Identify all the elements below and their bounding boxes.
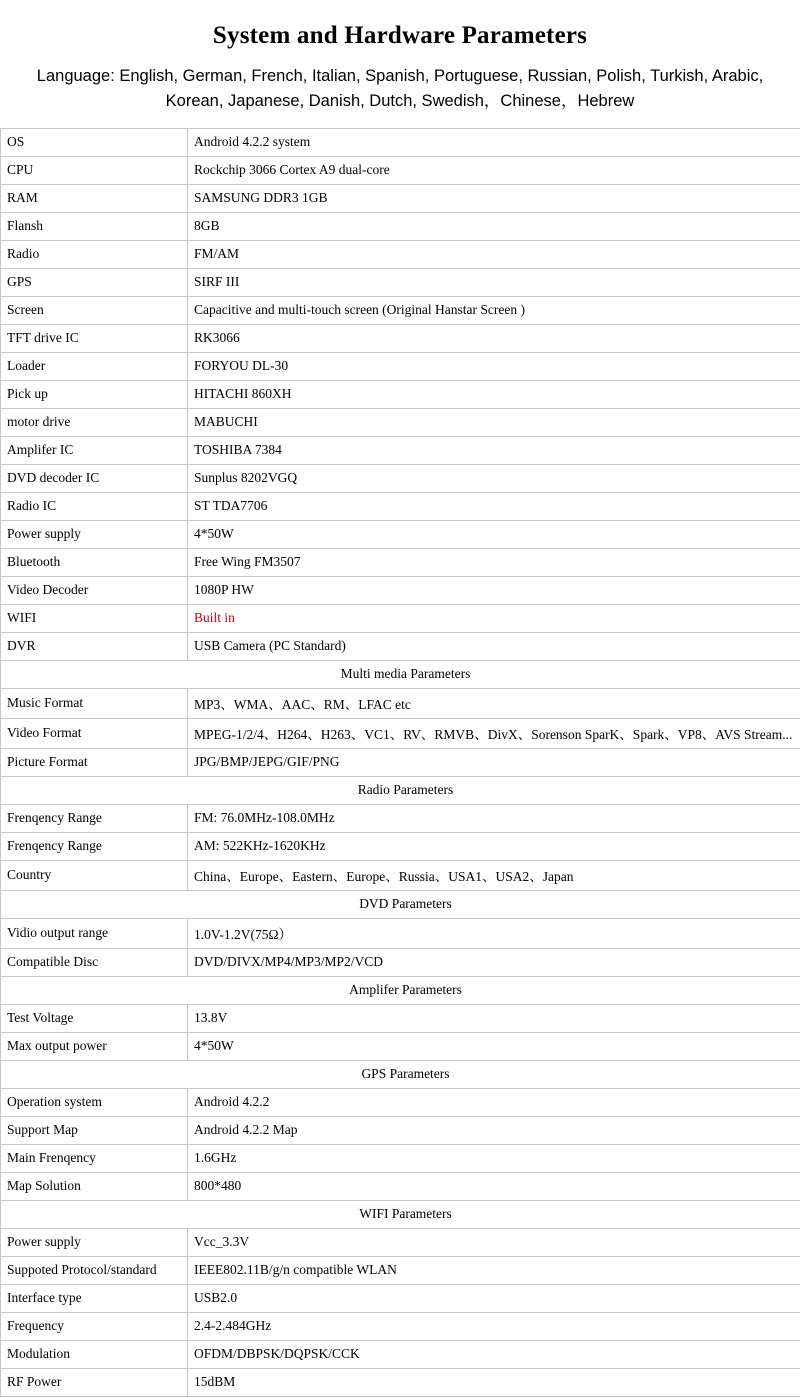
- spec-value: USB Camera (PC Standard): [188, 632, 800, 660]
- spec-key: Compatible Disc: [1, 948, 188, 976]
- spec-key: Map Solution: [1, 1172, 188, 1200]
- spec-value: RK3066: [188, 324, 800, 352]
- spec-key: Suppoted Protocol/standard: [1, 1256, 188, 1284]
- spec-key: Max output power: [1, 1032, 188, 1060]
- table-row: [1, 240, 800, 268]
- spec-value: 800*480: [188, 1172, 800, 1200]
- spec-key: GPS: [1, 268, 188, 296]
- spec-value: 4*50W: [188, 520, 800, 548]
- table-section-row: [1, 890, 800, 918]
- table-row: [1, 380, 800, 408]
- table-row: [1, 1116, 800, 1144]
- spec-value: 8GB: [188, 212, 800, 240]
- spec-value: China、Europe、Eastern、Europe、Russia、USA1、USA2、Japan: [188, 860, 800, 890]
- spec-key: Power supply: [1, 1228, 188, 1256]
- table-row: [1, 1256, 800, 1284]
- spec-key: Main Frenqency: [1, 1144, 188, 1172]
- spec-value: SIRF III: [188, 268, 800, 296]
- specifications-table: [0, 128, 800, 1397]
- spec-value: 13.8V: [188, 1004, 800, 1032]
- table-row: [1, 604, 800, 632]
- table-row: [1, 268, 800, 296]
- spec-value: HITACHI 860XH: [188, 380, 800, 408]
- spec-value: 1.0V-1.2V(75Ω）: [188, 918, 800, 948]
- spec-key: Country: [1, 860, 188, 890]
- spec-value: Vcc_3.3V: [188, 1228, 800, 1256]
- table-section-row: [1, 660, 800, 688]
- table-section-row: [1, 776, 800, 804]
- table-section-row: [1, 1200, 800, 1228]
- section-heading: DVD Parameters: [1, 890, 800, 918]
- table-row: [1, 1368, 800, 1396]
- table-row: [1, 212, 800, 240]
- spec-key: OS: [1, 128, 188, 156]
- spec-key: Video Format: [1, 718, 188, 748]
- spec-key: Test Voltage: [1, 1004, 188, 1032]
- table-row: [1, 548, 800, 576]
- spec-key: Bluetooth: [1, 548, 188, 576]
- spec-key: DVR: [1, 632, 188, 660]
- spec-value: OFDM/DBPSK/DQPSK/CCK: [188, 1340, 800, 1368]
- spec-value: Android 4.2.2: [188, 1088, 800, 1116]
- table-section-row: [1, 1060, 800, 1088]
- spec-key: Radio: [1, 240, 188, 268]
- spec-value: 1080P HW: [188, 576, 800, 604]
- page-title: System and Hardware Parameters: [0, 22, 800, 50]
- spec-value: FM: 76.0MHz-108.0MHz: [188, 804, 800, 832]
- spec-key: Frenqency Range: [1, 832, 188, 860]
- spec-key: Picture Format: [1, 748, 188, 776]
- spec-value: Sunplus 8202VGQ: [188, 464, 800, 492]
- table-row: [1, 860, 800, 890]
- table-row: [1, 1088, 800, 1116]
- spec-value: MP3、WMA、AAC、RM、LFAC etc: [188, 688, 800, 718]
- spec-key: Frequency: [1, 1312, 188, 1340]
- section-heading: WIFI Parameters: [1, 1200, 800, 1228]
- table-row: [1, 492, 800, 520]
- spec-key: Support Map: [1, 1116, 188, 1144]
- spec-key: CPU: [1, 156, 188, 184]
- table-row: [1, 1228, 800, 1256]
- table-row: [1, 520, 800, 548]
- table-section-row: [1, 976, 800, 1004]
- table-body: [1, 128, 800, 1396]
- spec-key: Vidio output range: [1, 918, 188, 948]
- table-row: [1, 184, 800, 212]
- spec-key: RAM: [1, 184, 188, 212]
- spec-value: Capacitive and multi-touch screen (Original Hanstar Screen ): [188, 296, 800, 324]
- spec-value: AM: 522KHz-1620KHz: [188, 832, 800, 860]
- table-row: [1, 576, 800, 604]
- spec-key: Frenqency Range: [1, 804, 188, 832]
- table-row: [1, 1312, 800, 1340]
- spec-value: IEEE802.11B/g/n compatible WLAN: [188, 1256, 800, 1284]
- spec-key: Flansh: [1, 212, 188, 240]
- spec-value: FM/AM: [188, 240, 800, 268]
- table-row: [1, 632, 800, 660]
- spec-value: 2.4-2.484GHz: [188, 1312, 800, 1340]
- spec-value: JPG/BMP/JEPG/GIF/PNG: [188, 748, 800, 776]
- section-heading: Amplifer Parameters: [1, 976, 800, 1004]
- table-row: [1, 324, 800, 352]
- table-row: [1, 408, 800, 436]
- table-row: [1, 1144, 800, 1172]
- spec-key: Loader: [1, 352, 188, 380]
- table-row: [1, 436, 800, 464]
- spec-value: 1.6GHz: [188, 1144, 800, 1172]
- spec-value: SAMSUNG DDR3 1GB: [188, 184, 800, 212]
- spec-key: Interface type: [1, 1284, 188, 1312]
- spec-value: Free Wing FM3507: [188, 548, 800, 576]
- spec-value: USB2.0: [188, 1284, 800, 1312]
- table-row: [1, 948, 800, 976]
- table-row: [1, 1032, 800, 1060]
- spec-value: DVD/DIVX/MP4/MP3/MP2/VCD: [188, 948, 800, 976]
- spec-sheet-page: [0, 22, 800, 1397]
- spec-key: Radio IC: [1, 492, 188, 520]
- table-row: [1, 748, 800, 776]
- spec-key: Video Decoder: [1, 576, 188, 604]
- spec-key: Music Format: [1, 688, 188, 718]
- spec-key: Power supply: [1, 520, 188, 548]
- spec-value: Android 4.2.2 system: [188, 128, 800, 156]
- spec-key: Pick up: [1, 380, 188, 408]
- spec-value: Android 4.2.2 Map: [188, 1116, 800, 1144]
- section-heading: Multi media Parameters: [1, 660, 800, 688]
- spec-key: Modulation: [1, 1340, 188, 1368]
- spec-value: MABUCHI: [188, 408, 800, 436]
- table-row: [1, 1340, 800, 1368]
- language-list: Language: English, German, French, Italian, Spanish, Portuguese, Russian, Polish, Turkish, Arabic, Korean, Japanese, Danish, Dutch, Swedish，Chinese，Hebrew: [0, 64, 800, 114]
- spec-value: FORYOU DL-30: [188, 352, 800, 380]
- table-row: [1, 296, 800, 324]
- section-heading: GPS Parameters: [1, 1060, 800, 1088]
- table-row: [1, 464, 800, 492]
- table-row: [1, 1284, 800, 1312]
- spec-key: TFT drive IC: [1, 324, 188, 352]
- spec-key: Operation system: [1, 1088, 188, 1116]
- spec-value: ST TDA7706: [188, 492, 800, 520]
- spec-key: Screen: [1, 296, 188, 324]
- table-row: [1, 128, 800, 156]
- table-row: [1, 688, 800, 718]
- spec-key: Amplifer IC: [1, 436, 188, 464]
- section-heading: Radio Parameters: [1, 776, 800, 804]
- spec-value: Built in: [188, 604, 800, 632]
- spec-key: DVD decoder IC: [1, 464, 188, 492]
- table-row: [1, 156, 800, 184]
- table-row: [1, 1172, 800, 1200]
- table-row: [1, 832, 800, 860]
- spec-value: 4*50W: [188, 1032, 800, 1060]
- spec-value: MPEG-1/2/4、H264、H263、VC1、RV、RMVB、DivX、Sorenson SparK、Spark、VP8、AVS Stream...: [188, 718, 800, 748]
- spec-value: Rockchip 3066 Cortex A9 dual-core: [188, 156, 800, 184]
- table-row: [1, 804, 800, 832]
- table-row: [1, 718, 800, 748]
- table-row: [1, 1004, 800, 1032]
- table-row: [1, 352, 800, 380]
- table-row: [1, 918, 800, 948]
- spec-key: RF Power: [1, 1368, 188, 1396]
- spec-key: motor drive: [1, 408, 188, 436]
- spec-key: WIFI: [1, 604, 188, 632]
- spec-value: TOSHIBA 7384: [188, 436, 800, 464]
- spec-value: 15dBM: [188, 1368, 800, 1396]
